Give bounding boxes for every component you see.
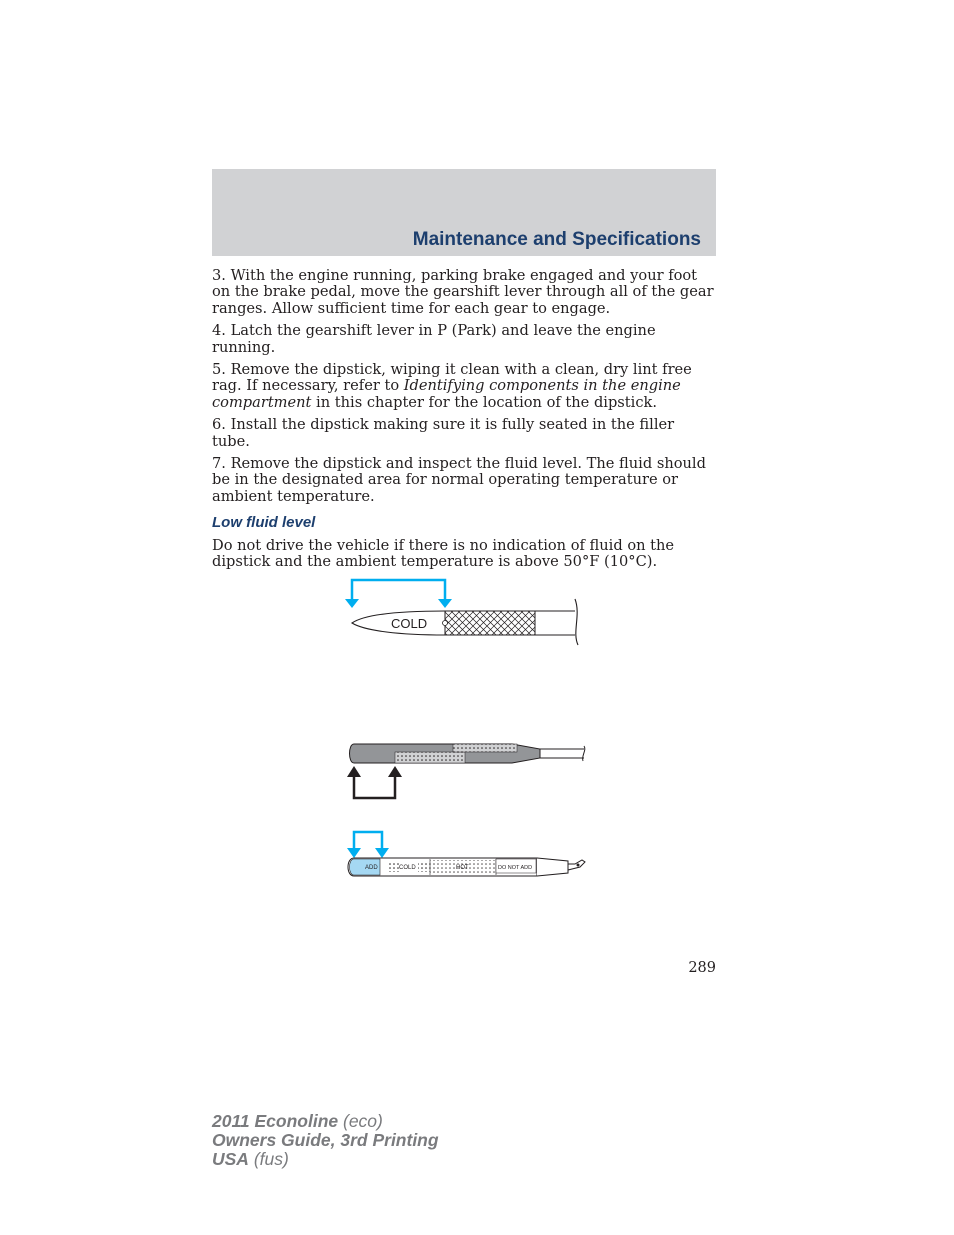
- low-fluid-text: Do not drive the vehicle if there is no indication of fluid on the dipstick and the ambient temperature is above 50°F (10°C).: [212, 536, 675, 571]
- low-fluid-heading: Low fluid level: [212, 514, 316, 532]
- dipstick-1: [345, 580, 578, 645]
- footer-line-2: Owners Guide, 3rd Printing: [212, 1130, 439, 1150]
- footer-line-3: [212, 1150, 439, 1169]
- step-7: 7. Remove the dipstick and inspect the fluid level. The fluid should be in the designated area for normal operating temperature or ambient temperature.: [212, 455, 706, 505]
- step-5: [212, 362, 716, 411]
- footer-model-code: (eco): [338, 1111, 383, 1131]
- page-number: 289: [688, 960, 716, 976]
- step-3: 3. With the engine running, parking brake engaged and your foot on the brake pedal, move the gearshift lever through all of the gear ranges. Allow sufficient time for each gear to engage.: [212, 267, 714, 317]
- footer: [212, 1112, 439, 1169]
- step-4: 4. Latch the gearshift lever in P (Park) and leave the engine running.: [212, 322, 656, 356]
- footer-market-code: (fus): [248, 1149, 289, 1169]
- dipstick-3-hot-label: HOT: [456, 865, 469, 871]
- dipstick-3-do-not-add-label: DO NOT ADD: [498, 865, 533, 871]
- cold-range-arrow-icon: [345, 580, 452, 608]
- dipstick-1-cold-label: COLD: [391, 616, 428, 631]
- body-text: [212, 268, 716, 577]
- step-5-reference: Identifying components in the engine compartment: [212, 377, 681, 411]
- header-band: [212, 169, 716, 256]
- dipstick-illustration: [340, 570, 590, 890]
- section-title: Maintenance and Specifications: [412, 229, 701, 250]
- step-5-text-b: in this chapter for the location of the dipstick.: [311, 393, 657, 411]
- add-range-arrow-icon: [347, 832, 389, 858]
- footer-line-1: [212, 1112, 439, 1131]
- dipstick-2: [347, 744, 585, 798]
- fluid-range-arrow-icon: [347, 766, 402, 798]
- dipstick-figure: [340, 570, 590, 894]
- dipstick-3-cold-label: COLD: [399, 865, 416, 871]
- footer-model: 2011 Econoline: [212, 1111, 339, 1131]
- step-6: 6. Install the dipstick making sure it is fully seated in the filler tube.: [212, 416, 675, 450]
- dipstick-3-add-label: ADD: [365, 865, 378, 871]
- dipstick-3: [347, 832, 585, 876]
- footer-market: USA: [212, 1149, 249, 1169]
- step-5-text-a: 5. Remove the dipstick, wiping it clean with a clean, dry lint free rag. If necessary, refer to: [212, 361, 692, 395]
